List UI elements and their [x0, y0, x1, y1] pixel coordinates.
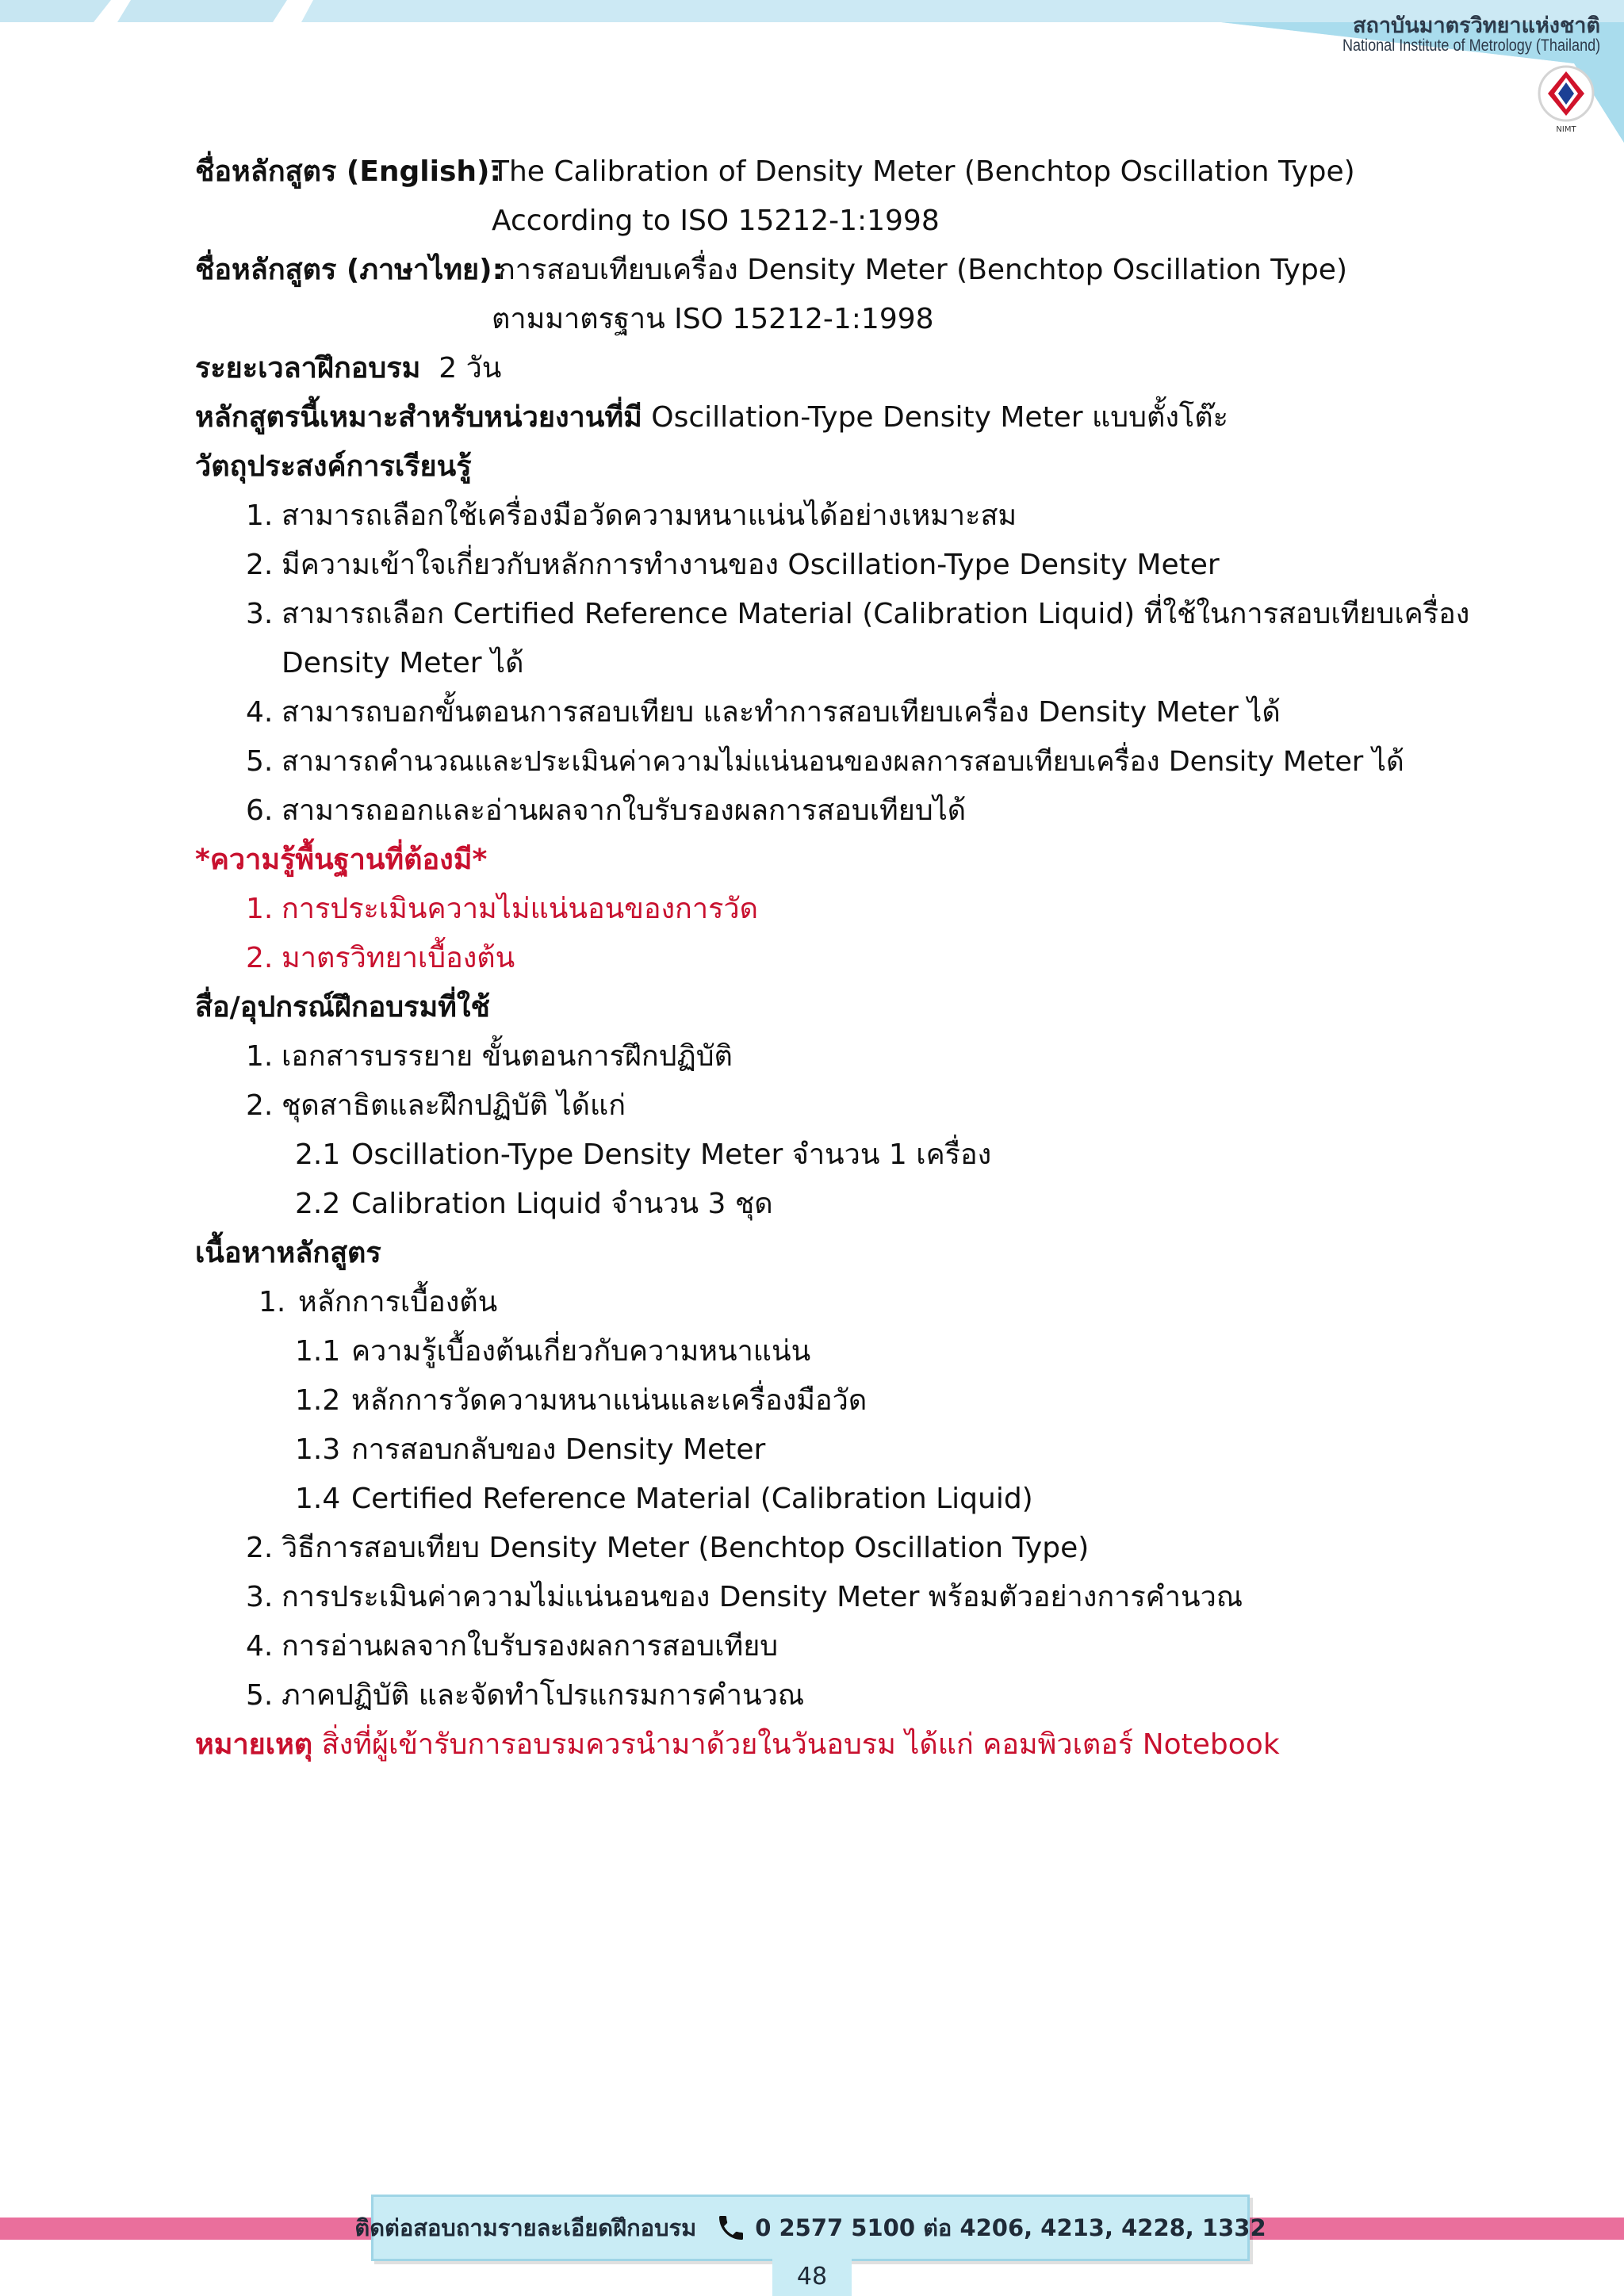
duration-label: ระยะเวลาฝึกอบรม — [195, 352, 421, 385]
note-text: สิ่งที่ผู้เข้ารับการอบรมควรนำมาด้วยในวันอบรม ได้แก่ คอมพิวเตอร์ Notebook — [321, 1728, 1280, 1761]
material-subitem-text: Calibration Liquid จำนวน 3 ชุด — [351, 1188, 773, 1220]
content-text: การประเมินค่าความไม่แน่นอนของ Density Meter พร้อมตัวอย่างการคำนวณ — [282, 1581, 1243, 1613]
material-number: 2. — [246, 1089, 274, 1122]
content-number: 1. — [259, 1286, 286, 1318]
content-subitem-number: 1.3 — [295, 1433, 341, 1466]
content-subitem-text: หลักการวัดความหนาแน่นและเครื่องมือวัด — [351, 1384, 868, 1417]
course-name-th-cont: ตามมาตรฐาน ISO 15212-1:1998 — [492, 303, 934, 335]
org-name-english: National Institute of Metrology (Thailand) — [1342, 36, 1600, 55]
suitable-row — [195, 400, 1228, 435]
prerequisites-heading: *ความรู้พื้นฐานที่ต้องมี* — [195, 844, 488, 876]
content-text: หลักการเบื้องต้น — [298, 1286, 498, 1318]
course-name-en: The Calibration of Density Meter (Benchtop Oscillation Type) — [492, 155, 1355, 188]
objective-number: 6. — [246, 794, 274, 827]
content-number: 3. — [246, 1581, 274, 1613]
objective-text: สามารถเลือก Certified Reference Material (Calibration Liquid) ที่ใช้ในการสอบเทียบเครื่อง — [282, 598, 1470, 630]
material-number: 1. — [246, 1040, 274, 1073]
course-name-en-cont: According to ISO 15212-1:1998 — [492, 205, 940, 237]
content-subitem-text: การสอบกลับของ Density Meter — [351, 1433, 766, 1466]
objective-item — [246, 695, 273, 730]
material-subitem-text: Oscillation-Type Density Meter จำนวน 1 เครื่อง — [351, 1138, 992, 1171]
nimt-logo — [1522, 62, 1610, 135]
objective-number: 2. — [246, 549, 274, 581]
duration-row — [195, 351, 501, 386]
objective-text-cont: Density Meter ได้ — [282, 647, 524, 679]
note-label: หมายเหตุ — [195, 1728, 313, 1761]
objective-item — [246, 794, 273, 828]
content-subitem-number: 1.4 — [295, 1483, 341, 1515]
suitable-value: Oscillation-Type Density Meter แบบตั้งโต๊ะ — [651, 401, 1228, 434]
material-text: ชุดสาธิตและฝึกปฏิบัติ ได้แก่ — [282, 1089, 626, 1122]
objective-text: สามารถบอกขั้นตอนการสอบเทียบ และทำการสอบเทียบเครื่อง Density Meter ได้ — [282, 696, 1281, 729]
objective-number: 1. — [246, 499, 274, 532]
course-name-th: การสอบเทียบเครื่อง Density Meter (Benchtop Oscillation Type) — [498, 254, 1347, 286]
content-number: 5. — [246, 1679, 274, 1712]
content-number: 2. — [246, 1532, 274, 1564]
content-subitem-number: 1.2 — [295, 1384, 341, 1417]
objective-text: สามารถออกและอ่านผลจากใบรับรองผลการสอบเทียบได้ — [282, 794, 967, 827]
objective-item — [246, 548, 273, 583]
duration-value: 2 วัน — [439, 352, 502, 385]
objective-text: สามารถคำนวณและประเมินค่าความไม่แน่นอนของผลการสอบเทียบเครื่อง Density Meter ได้ — [282, 746, 1404, 778]
material-text: เอกสารบรรยาย ขั้นตอนการฝึกปฏิบัติ — [282, 1040, 733, 1073]
prerequisite-number: 2. — [246, 942, 274, 974]
objective-number: 5. — [246, 745, 274, 778]
prerequisite-text: การประเมินความไม่แน่นอนของการวัด — [282, 893, 758, 925]
objective-item — [246, 499, 273, 534]
objective-item — [246, 597, 273, 632]
objectives-heading: วัตถุประสงค์การเรียนรู้ — [195, 450, 472, 483]
content-text: ภาคปฏิบัติ และจัดทำโปรแกรมการคำนวณ — [282, 1679, 805, 1712]
content-heading: เนื้อหาหลักสูตร — [195, 1237, 381, 1269]
objective-number: 3. — [246, 598, 274, 630]
objective-number: 4. — [246, 696, 274, 729]
phone-icon — [715, 2212, 747, 2244]
objective-text: มีความเข้าใจเกี่ยวกับหลักการทำงานของ Oscillation-Type Density Meter — [282, 549, 1220, 581]
prerequisite-number: 1. — [246, 893, 274, 925]
course-name-th-label: ชื่อหลักสูตร (ภาษาไทย): — [195, 254, 504, 286]
contact-box — [354, 2195, 1266, 2261]
org-name-thai: สถาบันมาตรวิทยาแห่งชาติ — [1353, 13, 1600, 38]
suitable-label: หลักสูตรนี้เหมาะสำหรับหน่วยงานที่มี — [195, 401, 642, 434]
course-name-en-label: ชื่อหลักสูตร (English): — [195, 155, 501, 188]
note-row — [195, 1728, 1280, 1762]
content-number: 4. — [246, 1630, 274, 1663]
contact-phone: 0 2577 5100 ต่อ 4206, 4213, 4228, 1332 — [755, 2214, 1266, 2241]
objective-item — [246, 744, 273, 779]
material-subitem-number: 2.1 — [295, 1138, 341, 1171]
contact-label: ติดต่อสอบถามรายละเอียดฝึกอบรม — [354, 2214, 697, 2241]
materials-heading: สื่อ/อุปกรณ์ฝึกอบรมที่ใช้ — [195, 991, 490, 1024]
content-subitem-number: 1.1 — [295, 1335, 341, 1368]
content-subitem-text: ความรู้เบื้องต้นเกี่ยวกับความหนาแน่น — [351, 1335, 811, 1368]
page-number: 48 — [772, 2256, 852, 2296]
prerequisite-text: มาตรวิทยาเบื้องต้น — [282, 942, 515, 974]
content-text: วิธีการสอบเทียบ Density Meter (Benchtop Oscillation Type) — [282, 1532, 1090, 1564]
content-subitem-text: Certified Reference Material (Calibration Liquid) — [351, 1483, 1033, 1515]
content-text: การอ่านผลจากใบรับรองผลการสอบเทียบ — [282, 1630, 779, 1663]
objective-text: สามารถเลือกใช้เครื่องมือวัดความหนาแน่นได้อย่างเหมาะสม — [282, 499, 1017, 532]
material-subitem-number: 2.2 — [295, 1188, 341, 1220]
logo-text: NIMT — [1556, 125, 1576, 134]
